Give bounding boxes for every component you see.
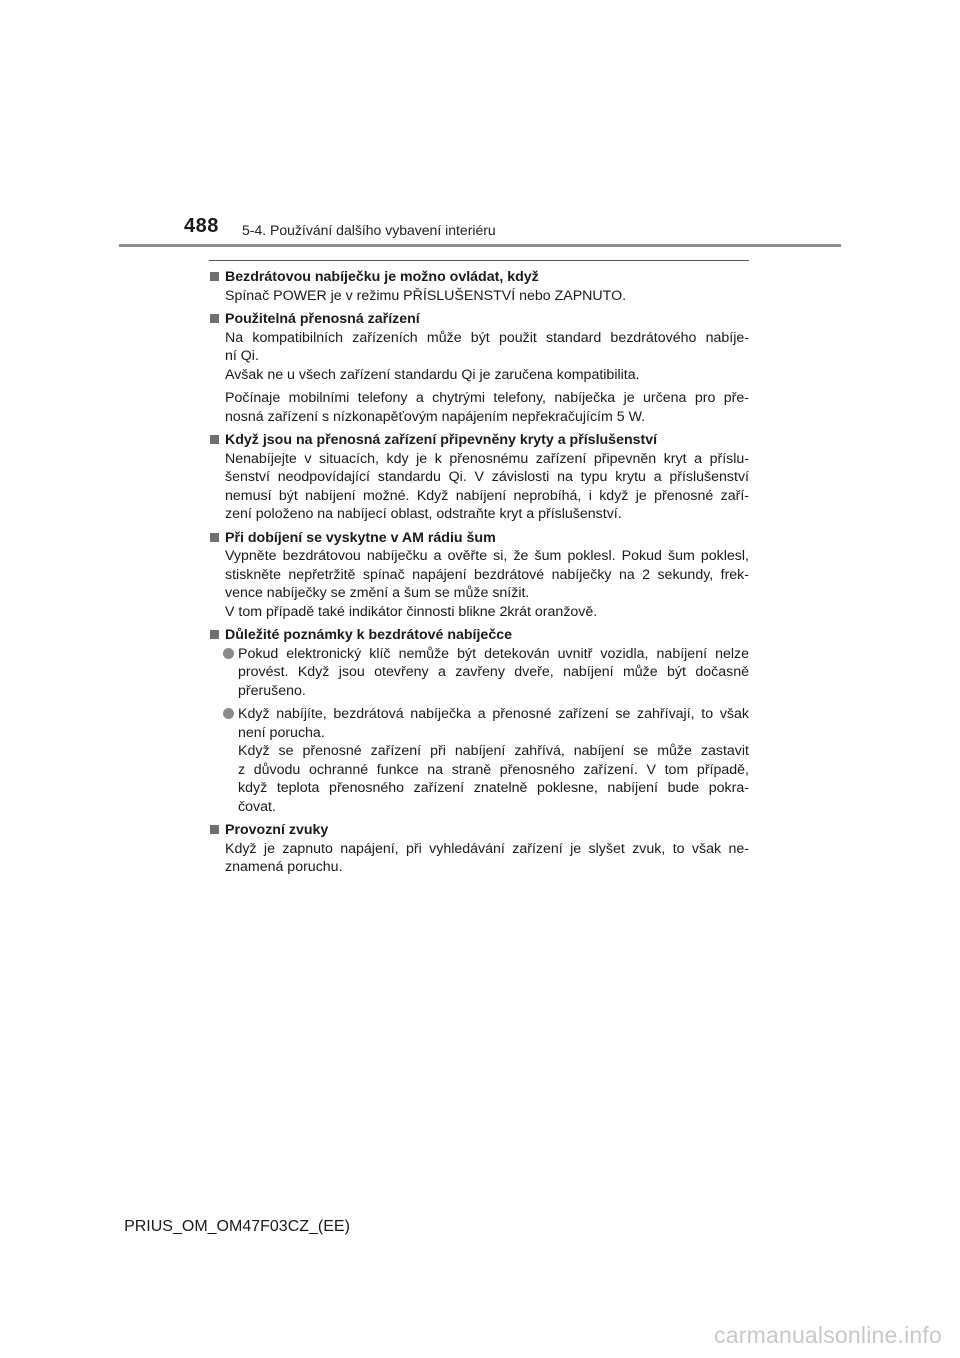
text-line: Spínač POWER je v režimu PŘÍSLUŠENSTVÍ nebo ZAPNUTO. <box>225 287 627 304</box>
text-line: Když je zapnuto napájení, při vyhledávání zařízení je slyšet zvuk, to však ne- <box>225 840 749 857</box>
section <box>209 268 749 305</box>
text-line: Když nabíjíte, bezdrátová nabíječka a přenosné zařízení se zahřívají, to však <box>238 706 749 722</box>
section-heading-text: Použitelná přenosná zařízení <box>225 311 420 327</box>
square-bullet-icon <box>210 825 219 834</box>
text-line: Nenabíjejte v situacích, kdy je k přenosnému zařízení připevněn kryt a příslu- <box>225 450 749 467</box>
text-line: provést. Když jsou otevřeny a zavřeny dveře, nabíjení může být dočasně <box>238 664 749 680</box>
bullet-item <box>223 645 749 701</box>
square-bullet-icon <box>210 314 219 323</box>
text-line: Avšak ne u všech zařízení standardu Qi je zaručena kompatibilita. <box>225 366 640 383</box>
text-line: zení položeno na nabíjecí oblast, odstraňte kryt a příslušenství. <box>225 506 622 522</box>
text-line: nemusí být nabíjení možné. Když nabíjení neprobíhá, i když je přenosné zaří- <box>225 487 749 504</box>
text-line: šenství neodpovídající standardu Qi. V závislosti na typu krytu a příslušenství <box>225 469 749 485</box>
section <box>209 529 749 622</box>
text-line: z důvodu ochranné funkce na straně přenosného zařízení. V tom případě, <box>238 761 749 778</box>
circle-bullet-icon <box>223 648 234 659</box>
text-line: Na kompatibilních zařízeních může být použit standard bezdrátového nabíje- <box>225 329 749 346</box>
watermark-text: carmanualsonline.info <box>714 1322 942 1348</box>
text-line: ní Qi. <box>225 348 259 364</box>
text-line: znamená poruchu. <box>225 859 343 875</box>
text-line: když teplota přenosného zařízení znatelně poklesne, nabíjení bude pokra- <box>238 780 749 796</box>
paragraph <box>225 329 749 385</box>
section <box>209 626 749 816</box>
section-heading <box>209 529 749 548</box>
section-heading-text: Provozní zvuky <box>225 822 329 838</box>
text-line: Pokud elektronický klíč nemůže být detekován uvnitř vozidla, nabíjení nelze <box>238 645 749 662</box>
page-footer <box>0 1218 960 1236</box>
bullet-text <box>238 705 749 816</box>
section-heading-text: Bezdrátovou nabíječku je možno ovládat, když <box>225 269 539 285</box>
section-rule <box>209 260 749 261</box>
square-bullet-icon <box>210 435 219 444</box>
section-heading-text: Když jsou na přenosná zařízení připevněny kryty a příslušenství <box>225 432 658 448</box>
paragraph <box>225 547 749 621</box>
text-line: nosná zařízení s nízkonapěťovým napájením nepřekračujícím 5 W. <box>225 408 646 425</box>
paragraph <box>225 450 749 524</box>
text-line: stiskněte nepřetržitě spínač napájení bezdrátové nabíječky na 2 sekundy, frek- <box>225 566 749 583</box>
section <box>209 310 749 426</box>
section-heading <box>209 310 749 329</box>
text-line: přerušeno. <box>238 682 306 699</box>
square-bullet-icon <box>210 533 219 542</box>
header-rule <box>119 244 841 247</box>
section-heading <box>209 431 749 450</box>
text-line: Když se přenosné zařízení při nabíjení zahřívá, nabíjení se může zastavit <box>238 743 749 759</box>
text-line: Počínaje mobilními telefony a chytrými telefony, nabíječka je určena pro pře- <box>225 390 749 406</box>
section-heading-text: Důležité poznámky k bezdrátové nabíječce <box>225 627 512 643</box>
text-line: Vypněte bezdrátovou nabíječku a ověřte si, že šum poklesl. Pokud šum poklesl, <box>225 548 749 564</box>
bullet-text <box>238 645 749 701</box>
circle-bullet-icon <box>223 708 234 719</box>
paragraph <box>225 840 749 877</box>
document-code: PRIUS_OM_OM47F03CZ_(EE) <box>124 1218 350 1235</box>
text-line: V tom případě také indikátor činnosti blikne 2krát oranžově. <box>225 603 598 620</box>
square-bullet-icon <box>210 630 219 639</box>
bullet-item <box>223 705 749 816</box>
text-line: není porucha. <box>238 724 325 741</box>
text-line: vence nabíječky se změní a šum se může snížit. <box>225 585 530 601</box>
section-heading <box>209 821 749 840</box>
text-line: čovat. <box>238 798 276 815</box>
section <box>209 431 749 524</box>
page-number: 488 <box>184 215 219 237</box>
section <box>209 821 749 877</box>
chapter-title: 5-4. Používání dalšího vybavení interiéru <box>242 222 496 238</box>
page-content <box>209 268 749 882</box>
square-bullet-icon <box>210 272 219 281</box>
section-heading <box>209 268 749 287</box>
section-heading-text: Při dobíjení se vyskytne v AM rádiu šum <box>225 529 496 546</box>
section-heading <box>209 626 749 645</box>
paragraph <box>225 389 749 426</box>
paragraph <box>225 287 749 306</box>
